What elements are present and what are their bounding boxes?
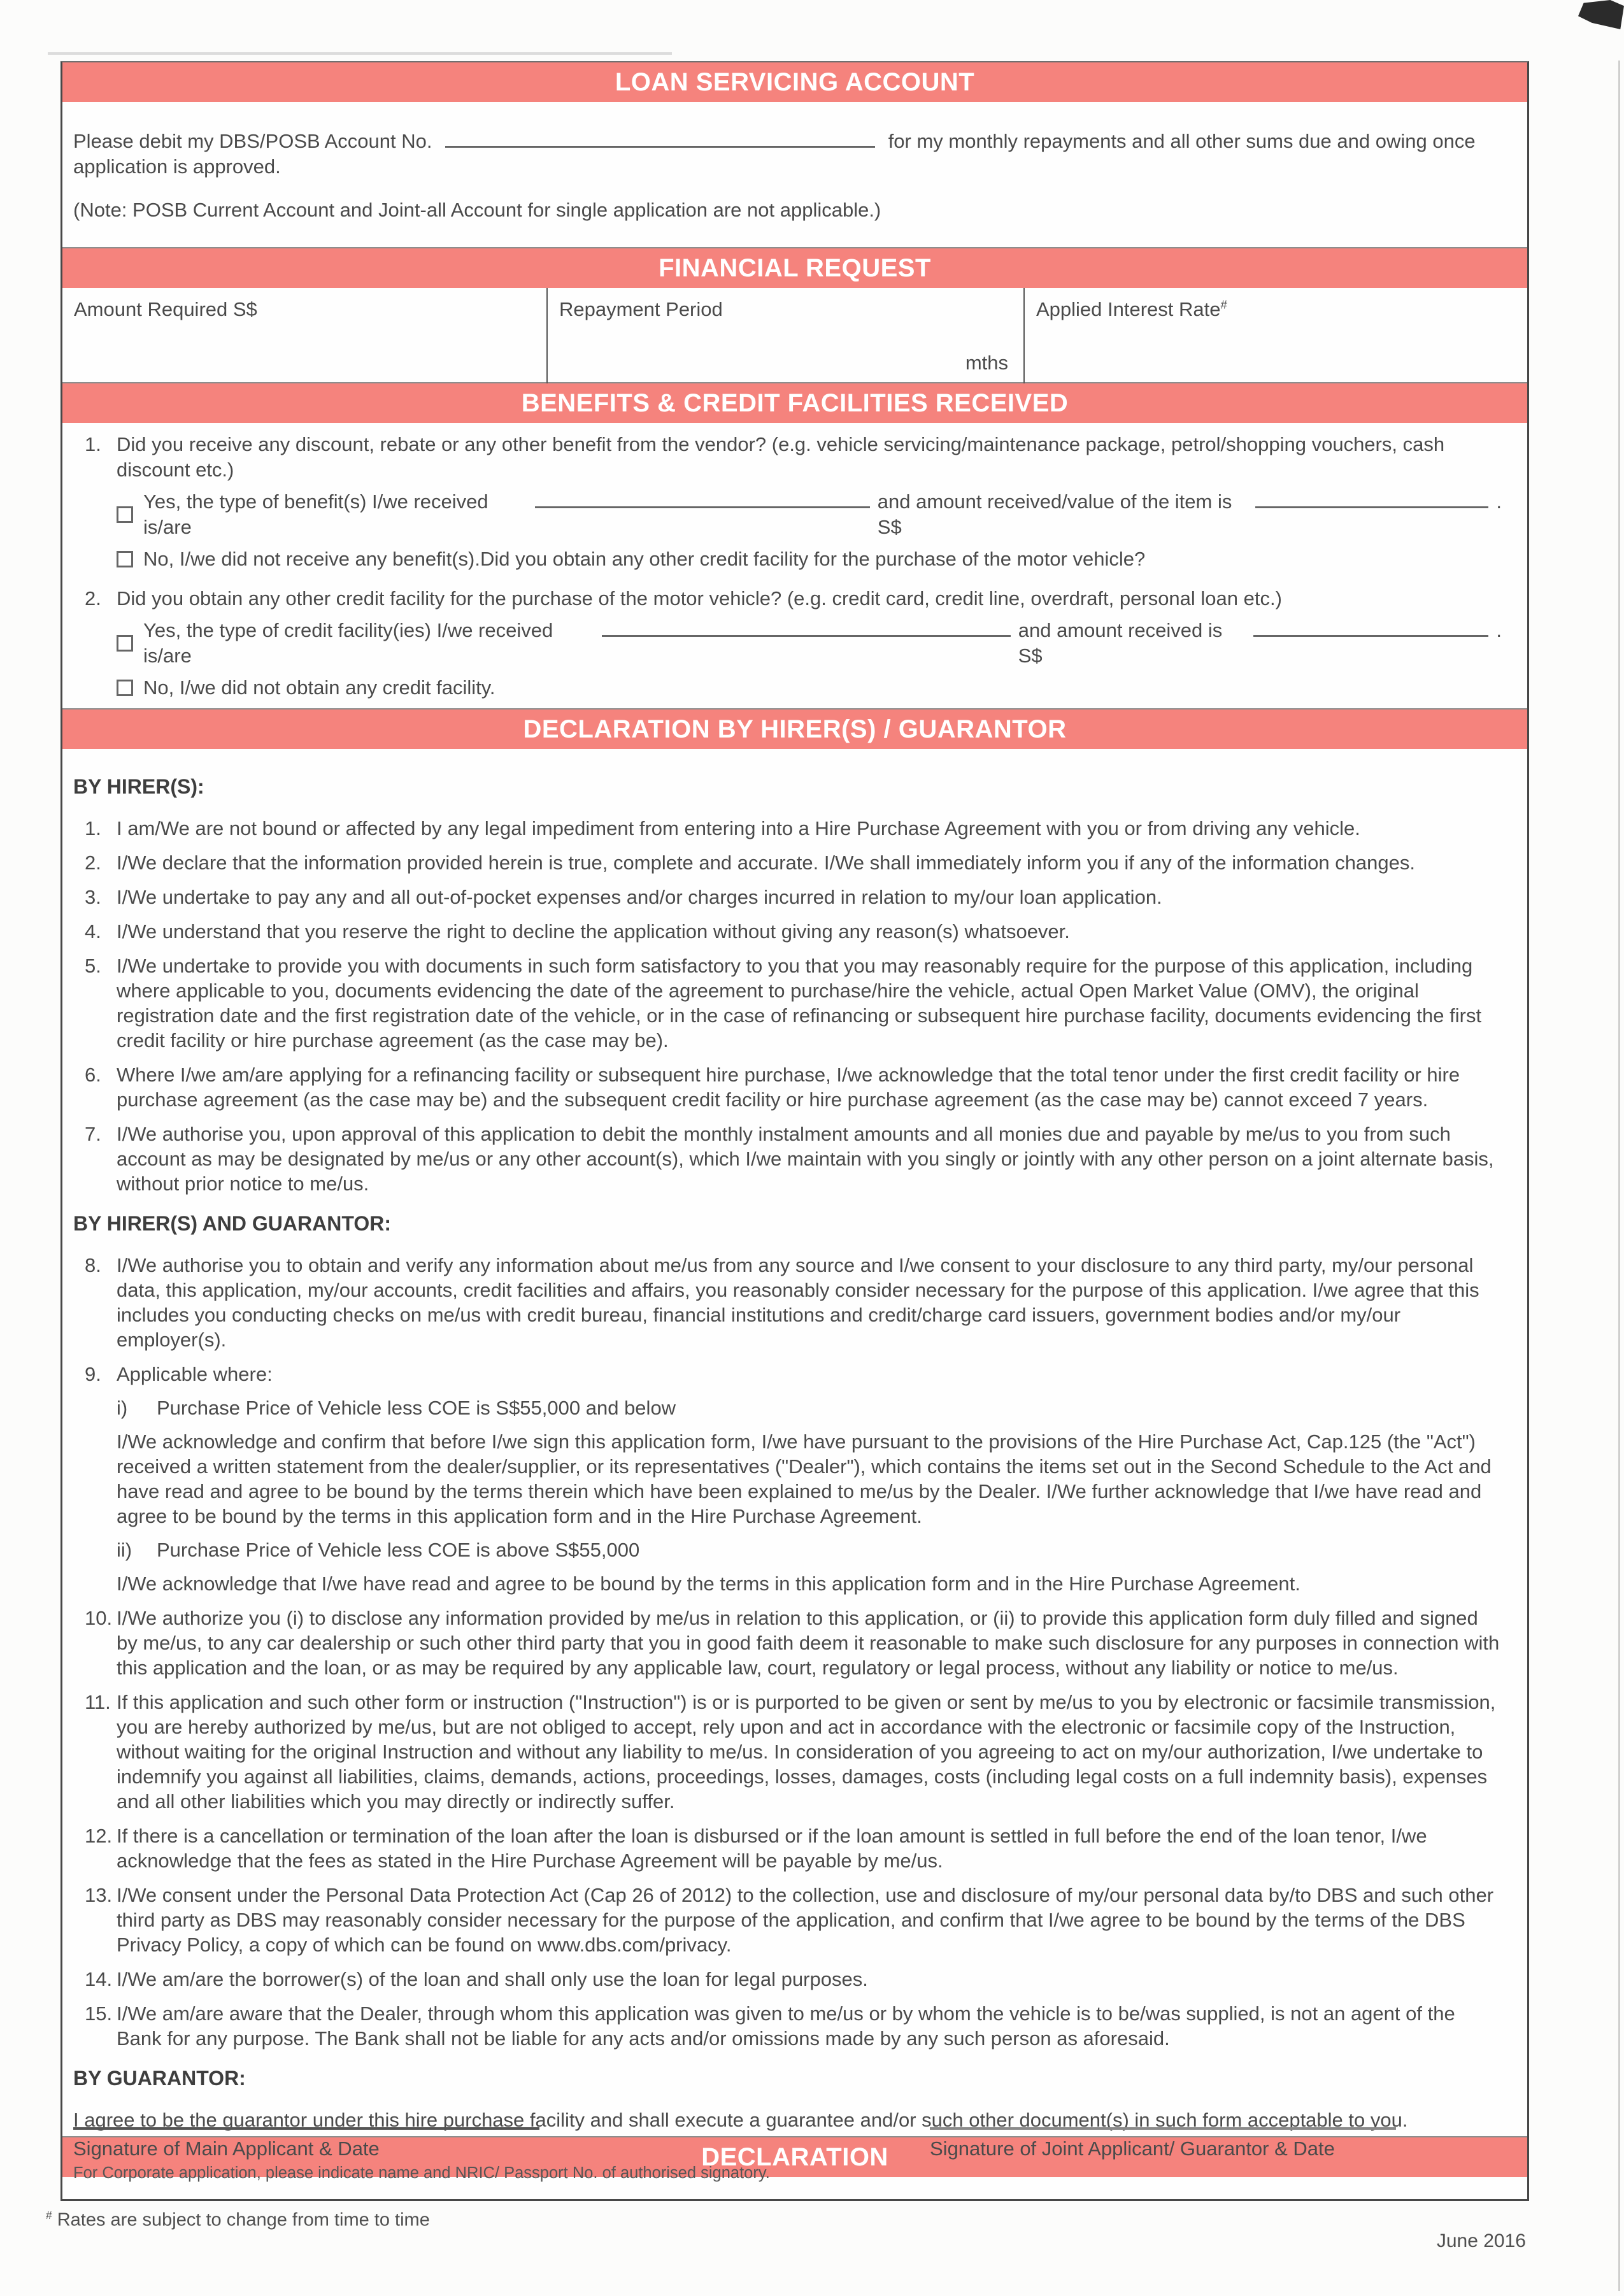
benefits-section [62, 423, 1527, 709]
sub-item-text: Purchase Price of Vehicle less COE is above S$55,000 [157, 1539, 640, 1561]
item-number: 13. [85, 1884, 113, 1906]
joint-applicant-signature-line[interactable] [930, 2127, 1396, 2130]
posb-note-text: (Note: POSB Current Account and Joint-all Account for single application are not applicable.) [73, 199, 881, 221]
applied-interest-rate-label: Applied Interest Rate# [1036, 298, 1227, 321]
scan-corner-artifact [1578, 0, 1624, 29]
item-text: I/We authorise you to obtain and verify any information about me/us from any source and I/we consent to your disclosure to any third party, my/our personal data, this application, my/our accounts, credit facilities and affairs, you reasonably consider necessary for the purpose of this application. I/we agree that this includes you conducting checks on me/us with credit bureau, financial institutions and credit/charge card issuers, government bodies and/or my/our employer(s). [117, 1254, 1479, 1351]
item-text: I am/We are not bound or affected by any legal impediment from entering into a Hire Purchase Agreement with you or from driving any vehicle. [117, 817, 1360, 839]
section-title: FINANCIAL REQUEST [659, 253, 931, 282]
loan-application-form [61, 61, 1529, 2201]
by-hirer-heading: BY HIRER(S): [73, 775, 204, 798]
hirer-item-4 [73, 919, 1502, 944]
footnote-marker: # [46, 2209, 52, 2221]
item-number: 5. [85, 955, 101, 977]
corporate-application-note: For Corporate application, please indicate name and NRIC/ Passport No. of authorised signatory. [73, 2164, 770, 2182]
benefit-question-1 [73, 432, 1502, 572]
section-title: LOAN SERVICING ACCOUNT [615, 68, 975, 96]
hirer-guarantor-item-10 [73, 1606, 1502, 1680]
question-1-text: Did you receive any discount, rebate or any other benefit from the vendor? (e.g. vehicle servicing/maintenance package, petrol/shopping vouchers, cash discount etc.) [117, 433, 1445, 481]
footnote-text: Rates are subject to change from time to time [57, 2209, 430, 2230]
financial-request-table [62, 288, 1527, 383]
sub-item-label: ii) [117, 1539, 132, 1561]
rates-footnote [46, 2209, 430, 2231]
question-1-no-row [117, 546, 1502, 572]
item-number: 1. [85, 817, 101, 839]
no-checkbox[interactable] [117, 680, 133, 696]
guarantor-agreement-text: I agree to be the guarantor under this hire purchase facility and shall execute a guarantee and/or such other document(s) in such form acceptable to you. [73, 2109, 1408, 2131]
question-2-text: Did you obtain any other credit facility for the purchase of the motor vehicle? (e.g. credit card, credit line, overdraft, personal loan etc.) [117, 587, 1282, 610]
item-number: 7. [85, 1123, 101, 1145]
amount-received-text: and amount received/value of the item is S$ [877, 490, 1232, 538]
period-text: . [1496, 619, 1502, 641]
repayment-unit-label: mths [965, 352, 1008, 374]
debit-account-line [73, 129, 1508, 180]
credit-amount-blank-field[interactable] [1253, 618, 1489, 637]
hirer-item-5 [73, 953, 1502, 1053]
rate-footnote-marker: # [1220, 298, 1227, 311]
item-number: 8. [85, 1254, 101, 1276]
form-issue-date: June 2016 [1436, 2230, 1526, 2251]
benefit-question-2 [73, 586, 1502, 701]
amount-required-cell[interactable] [62, 288, 548, 383]
item-text: Where I/we am/are applying for a refinancing facility or subsequent hire purchase, I/we acknowledge that the total tenor under the first credit facility or hire purchase agreement (as the case may be) and the subsequent credit facility or hire purchase agreement (as the case may be) cannot exceed 7 years. [117, 1064, 1460, 1111]
item-text: I/We undertake to pay any and all out-of-pocket expenses and/or charges incurred in relation to my/our loan application. [117, 886, 1162, 908]
hirer-guarantor-item-9 [73, 1362, 1502, 1596]
item-text: I/We consent under the Personal Data Protection Act (Cap 26 of 2012) to the collection, use and disclosure of my/our personal data by/to DBS and such other third party as DBS may reasonably consider necessary for the purpose of the application, and confirm that I/we agree to be bound by the terms of the DBS Privacy Policy, a copy of which can be found on www.dbs.com/privacy. [117, 1884, 1494, 1956]
item-9-sub-i [117, 1395, 1502, 1420]
period-text: . [1496, 490, 1502, 513]
joint-applicant-signature-label: Signature of Joint Applicant/ Guarantor & Date [930, 2137, 1335, 2160]
main-applicant-signature-line[interactable] [73, 2127, 539, 2130]
section-header-declaration-hirer [62, 709, 1527, 749]
hirer-guarantor-item-15 [73, 2001, 1502, 2051]
item-number: 11. [85, 1691, 111, 1713]
item-text: I/We am/are aware that the Dealer, through whom this application was given to me/us or by whom the vehicle is to be/was supplied, is not an agent of the Bank for any purpose. The Bank shall not be liable for any acts and/or omissions made by any such person as aforesaid. [117, 2002, 1455, 2050]
item-text: I/We declare that the information provided herein is true, complete and accurate. I/We shall immediately inform you if any of the information changes. [117, 852, 1416, 874]
item-9-sub-ii-paragraph: I/We acknowledge that I/we have read and agree to be bound by the terms in this application form and in the Hire Purchase Agreement. [117, 1572, 1300, 1595]
hirer-guarantor-item-13 [73, 1883, 1502, 1957]
item-number: 10. [85, 1607, 113, 1629]
joint-applicant-signature-block [930, 2127, 1508, 2183]
item-text: I/We understand that you reserve the right to decline the application without giving any reason(s) whatsoever. [117, 920, 1070, 943]
by-hirer-guarantor-heading: BY HIRER(S) AND GUARANTOR: [73, 1212, 391, 1235]
hirer-guarantor-item-14 [73, 1967, 1502, 1992]
section-title: DECLARATION BY HIRER(S) / GUARANTOR [523, 715, 1067, 743]
applied-interest-rate-cell[interactable] [1025, 288, 1527, 383]
benefit-type-blank-field[interactable] [535, 489, 869, 508]
no-checkbox[interactable] [117, 551, 133, 567]
section-header-benefits [62, 383, 1527, 423]
hirer-item-1 [73, 816, 1502, 841]
scan-edge-line-artifact [1618, 61, 1620, 2291]
item-number: 3. [85, 886, 101, 908]
item-number: 1. [85, 433, 101, 455]
credit-facility-type-blank-field[interactable] [602, 618, 1011, 637]
debit-suffix-text: for my monthly repayments and all other sums due and owing once application is approved. [73, 130, 1476, 178]
item-number: 14. [85, 1968, 113, 1990]
yes-option-text: Yes, the type of credit facility(ies) I/we received is/are [143, 619, 553, 667]
hirer-item-2 [73, 850, 1502, 875]
hirer-guarantor-item-11 [73, 1690, 1502, 1814]
item-9-sub-ii [117, 1537, 1502, 1562]
sub-item-text: Purchase Price of Vehicle less COE is S$55,000 and below [157, 1397, 676, 1419]
item-text: I/We undertake to provide you with documents in such form satisfactory to you that you may reasonably require for the purpose of this application, including where applicable to you, documents evidencing the date of the agreement to purchase/hire the vehicle, actual Open Market Value (OMV), the original registration date and the first registration date of the vehicle, or in the case of refinancing or subsequent hire purchase facility, documents evidencing the first credit facility or hire purchase agreement (as the case may be). [117, 955, 1482, 1052]
item-number: 15. [85, 2002, 113, 2025]
amount-received-text: and amount received is S$ [1018, 619, 1223, 667]
repayment-period-label: Repayment Period [559, 298, 723, 320]
yes-checkbox[interactable] [117, 506, 133, 523]
amount-required-label: Amount Required S$ [74, 298, 257, 320]
item-text: I/We authorise you, upon approval of this application to debit the monthly instalment amounts and all monies due and payable by me/us to you from such account as may be designated by me/us or any other account(s), which I/we maintain with you singly or jointly with any other person on a joint alternate basis, without prior notice to me/us. [117, 1123, 1494, 1195]
declaration-hirer-section [62, 749, 1527, 2137]
scan-smudge-artifact [48, 52, 672, 55]
item-number: 9. [85, 1363, 101, 1385]
section-header-financial-request [62, 248, 1527, 288]
yes-checkbox[interactable] [117, 635, 133, 652]
signature-area [73, 2127, 1508, 2183]
item-number: 6. [85, 1064, 101, 1086]
item-text: I/We authorize you (i) to disclose any information provided by me/us in relation to this application, or (ii) to provide this application form duly filled and signed by me/us, to any car dealership or such other third party that you in good faith deem it reasonable to make such disclosure for any purposes in connection with this application and the loan, or as may be required by any applicable law, court, regulatory or legal process, without any liability or notice to me/us. [117, 1607, 1500, 1679]
account-number-blank-field[interactable] [445, 129, 875, 148]
section-title: DECLARATION [701, 2143, 888, 2171]
loan-servicing-section [62, 102, 1527, 248]
question-1-yes-row [117, 489, 1502, 540]
hirer-item-7 [73, 1122, 1502, 1196]
question-2-yes-row [117, 618, 1502, 669]
item-number: 2. [85, 852, 101, 874]
section-header-loan-servicing [62, 62, 1527, 102]
benefit-amount-blank-field[interactable] [1255, 489, 1488, 508]
no-option-text: No, I/we did not receive any benefit(s).Did you obtain any other credit facility for the purchase of the motor vehicle? [143, 548, 1146, 570]
item-number: 4. [85, 920, 101, 943]
item-9-intro: Applicable where: [117, 1363, 273, 1385]
hirer-guarantor-item-12 [73, 1823, 1502, 1873]
item-text: If this application and such other form or instruction ("Instruction") is or is purported to be given or sent by me/us to you by electronic or facsimile transmission, you are hereby authorized by me/us, but are not obliged to accept, rely upon and act in accordance with the electronic or facsimile copy of the Instruction, without waiting for the original Instruction and without any liability to me/us. In consideration of you agreeing to act on my/our authorization, I/we undertake to indemnify you against all liabilities, claims, demands, actions, proceedings, losses, damages, costs (including legal costs on a full indemnity basis), expenses and all other liabilities which you may directly or indirectly suffer. [117, 1691, 1496, 1813]
hirer-item-6 [73, 1062, 1502, 1112]
repayment-period-cell[interactable] [548, 288, 1025, 383]
item-number: 2. [85, 587, 101, 610]
main-applicant-signature-block [73, 2127, 930, 2183]
question-2-no-row [117, 675, 1502, 701]
item-number: 12. [85, 1825, 113, 1847]
item-text: If there is a cancellation or termination of the loan after the loan is disbursed or if the loan amount is settled in full before the end of the loan tenor, I/we acknowledge that the fees as stated in the Hire Purchase Agreement will be payable by me/us. [117, 1825, 1427, 1872]
debit-prefix-text: Please debit my DBS/POSB Account No. [73, 130, 432, 152]
item-9-sub-i-paragraph: I/We acknowledge and confirm that before I/we sign this application form, I/we have pursuant to the provisions of the Hire Purchase Act, Cap.125 (the "Act") received a written statement from the dealer/supplier, or its representatives ("Dealer"), which contains the items set out in the Second Schedule to the Act and have read and agree to be bound by the terms therein which have been explained to me/us by the Dealer. I/We further acknowledge that I/we have read and agree to be bound by the terms in this application form and in the Hire Purchase Agreement. [117, 1430, 1492, 1527]
by-guarantor-heading: BY GUARANTOR: [73, 2067, 246, 2090]
yes-option-text: Yes, the type of benefit(s) I/we received is/are [143, 490, 488, 538]
hirer-item-3 [73, 885, 1502, 909]
no-option-text: No, I/we did not obtain any credit facility. [143, 676, 495, 699]
item-text: I/We am/are the borrower(s) of the loan and shall only use the loan for legal purposes. [117, 1968, 868, 1990]
main-applicant-signature-label: Signature of Main Applicant & Date [73, 2137, 380, 2160]
section-title: BENEFITS & CREDIT FACILITIES RECEIVED [521, 389, 1069, 417]
sub-item-label: i) [117, 1397, 128, 1419]
hirer-guarantor-item-8 [73, 1253, 1502, 1352]
